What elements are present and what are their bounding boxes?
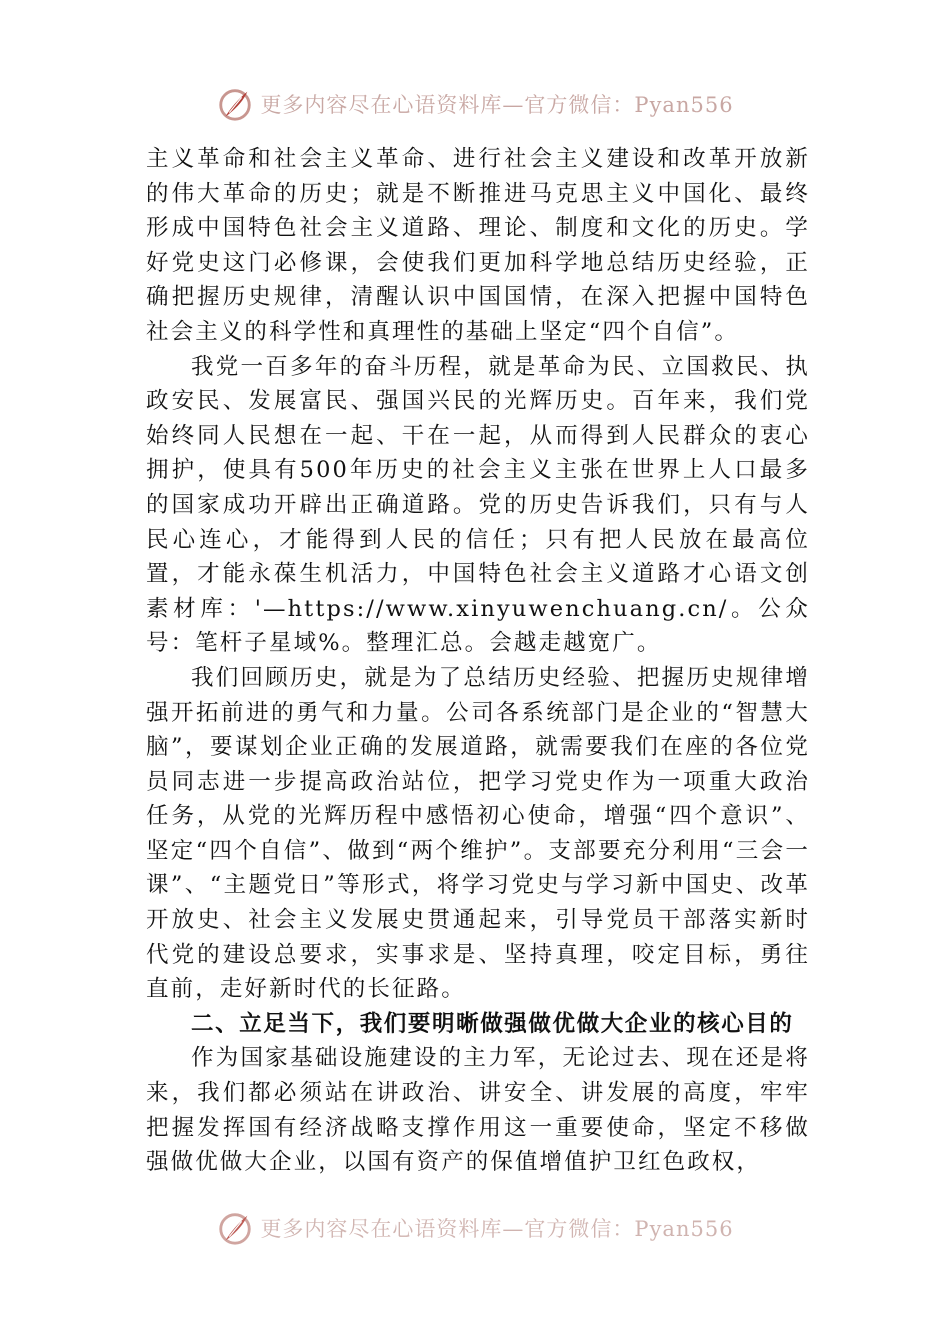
document-body [146, 142, 810, 1180]
header-watermark [0, 82, 950, 126]
quill-circle-logo-icon [216, 85, 254, 123]
quill-circle-logo-icon [216, 1209, 254, 1246]
body-paragraph-2: 我党一百多年的奋斗历程，就是革命为民、立国救民、执政安民、发展富民、强国兴民的光辉历史。百年来，我们党始终同人民想在一起、干在一起，从而得到人民群众的衷心拥护，使具有500年历史的社会主义主张在世界上人口最多的国家成功开辟出正确道路。党的历史告诉我们，只有与人民心连心，才能得到人民的信任；只有把人民放在最高位置，才能永葆生机活力，中国特色社会主义道路才心语文创素材库：'—https://www.xinyuwenchuang.cn/。公众号：笔杆子星域%。整理汇总。会越走越宽广。 [146, 353, 810, 657]
body-paragraph-4: 作为国家基础设施建设的主力军，无论过去、现在还是将来，我们都必须站在讲政治、讲安全、讲发展的高度，牢牢把握发挥国有经济战略支撑作用这一重要使命，坚定不移做强做优做大企业，以国有资产的保值增值护卫红色政权， [146, 1045, 810, 1176]
header-watermark-text: 更多内容尽在心语资料库—官方微信：Pyan556 [260, 93, 734, 117]
footer-watermark [0, 1196, 950, 1246]
body-paragraph-3: 我们回顾历史，就是为了总结历史经验、把握历史规律增强开拓前进的勇气和力量。公司各系统部门是企业的“智慧大脑”，要谋划企业正确的发展道路，就需要我们在座的各位党员同志进一步提高政治站位，把学习党史作为一项重大政治任务，从党的光辉历程中感悟初心使命，增强“四个意识”、坚定“四个自信”、做到“两个维护”。支部要充分利用“三会一课”、“主题党日”等形式，将学习党史与学习新中国史、改革开放史、社会主义发展史贯通起来，引导党员干部落实新时代党的建设总要求，实事求是、坚持真理，咬定目标，勇往直前，走好新时代的长征路。 [146, 664, 810, 1003]
body-paragraph-1: 主义革命和社会主义革命、进行社会主义建设和改革开放新的伟大革命的历史；就是不断推进马克思主义中国化、最终形成中国特色社会主义道路、理论、制度和文化的历史。学好党史这门必修课，会使我们更加科学地总结历史经验，正确把握历史规律，清醒认识中国国情，在深入把握中国特色社会主义的科学性和真理性的基础上坚定“四个自信”。 [146, 146, 810, 345]
footer-watermark-text: 更多内容尽在心语资料库—官方微信：Pyan556 [260, 1217, 734, 1241]
section-heading: 二、立足当下，我们要明晰做强做优做大企业的核心目的 [191, 1010, 794, 1037]
